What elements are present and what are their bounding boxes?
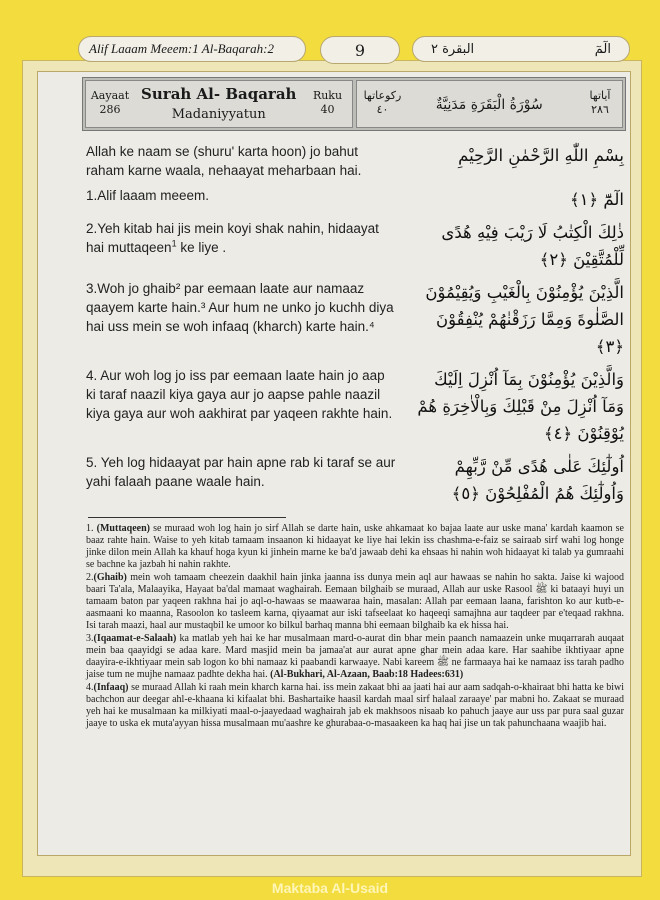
surah-title-box <box>82 77 626 131</box>
footnote-ref-1: 1 <box>171 238 177 249</box>
verse-5-arabic: اُولٰٓئِكَ عَلٰى هُدًى مِّنْ رَّبِّهِمْ وَاُولٰٓئِكَ هُمُ الْمُفْلِحُوْنَ ﴿٥﴾ <box>451 457 624 503</box>
footnote-term: (Infaaq) <box>93 682 129 693</box>
ruku-ar-count: ٤٠ <box>376 103 389 116</box>
footnote-text: se muraad woh log hain jo sirf Allah se darte hain, uske ahkamaat ko bajaa laate aur uske mana' kardah kaamon se baaz rahte hain. Waise to yeh kitab tamaam insaanon ki hidaayat ke liye hai lekin iss chashma-e-faiz se sairaab sirf wahi log honge jinke dilon mein Allah ka khauf hoga kyun ki jinhein marne ke ba'd jawaab dehi ka ehsaas hi nahin woh hidaayat ki talab ya gumraahi se bachne ka jazbah hi nahin rakhte. <box>86 523 624 570</box>
publisher-name: Maktaba Al-Usaid <box>271 880 389 896</box>
verse-bismillah-arabic: بِسْمِ اللّٰهِ الرَّحْمٰنِ الرَّحِيْمِ <box>458 146 624 165</box>
surah-name: Surah Al- Baqarah <box>141 85 297 103</box>
ruku-ar-label: رکوعاتها <box>363 89 402 102</box>
verse-4-arabic: وَالَّذِيْنَ يُؤْمِنُوْنَ بِمَآ اُنْزِلَ اِلَيْكَ وَمَآ اُنْزِلَ مِنْ قَبْلِكَ وَبِالْاٰخِرَةِ هُمْ يُوْقِنُوْنَ ﴿٤﴾ <box>417 370 624 443</box>
footnote-source: (Al-Bukhari, Al-Azaan, Baab:18 Hadees:631) <box>270 669 464 680</box>
aayaat-cell <box>88 89 132 117</box>
publisher-footer <box>0 880 660 900</box>
footnote-term: (Iqaamat-e-Salaah) <box>93 633 177 644</box>
verse-bismillah-translation: Allah ke naam se (shuru' karta hoon) jo bahut raham karne waala, nehaayat meharbaan hai. <box>86 144 362 178</box>
verse-5-translation: 5. Yeh log hidaayat par hain apne rab ki taraf se aur yahi falaah paane waale hain. <box>86 455 396 489</box>
surah-box-english <box>85 80 353 128</box>
ruku-ar-cell <box>361 89 405 117</box>
page-content <box>86 142 624 731</box>
surah-type: Madaniyyatun <box>171 107 266 122</box>
footnote-3 <box>86 633 624 681</box>
verse-row-2 <box>86 219 624 273</box>
footnote-num: 2. <box>86 572 94 583</box>
footnote-2 <box>86 572 624 632</box>
reference-text: Alif Laaam Meeem:1 Al-Baqarah:2 <box>89 41 274 56</box>
aayaat-ar-count: ٢٨٦ <box>591 103 609 116</box>
verse-1-translation: 1.Alif laaam meeem. <box>86 188 210 203</box>
aayaat-ar-label: آياتها <box>589 89 611 102</box>
verse-row-1 <box>86 186 624 213</box>
footnote-num: 1. <box>86 523 97 534</box>
footnote-term: (Muttaqeen) <box>96 523 150 534</box>
verse-row-4 <box>86 366 624 447</box>
page-number <box>320 36 400 64</box>
ruku-count: 40 <box>320 103 335 116</box>
verse-row-3 <box>86 279 624 360</box>
verse-3-translation: 3.Woh jo ghaib² par eemaan laate aur namaaz qaayem karte hain.³ Aur hum ne unko jo kuchh diya hai uss mein se woh infaaq (kharch) karte hain.⁴ <box>86 281 394 334</box>
verse-row-bismillah <box>86 142 624 180</box>
ruku-label: Ruku <box>312 89 343 102</box>
footnote-separator <box>88 517 286 518</box>
header-arabic <box>412 36 630 62</box>
header-reference <box>78 36 306 62</box>
juz-name: الٓمٓ <box>594 41 611 57</box>
footnote-text: se muraad Allah ki raah mein kharch karna hai. iss mein zakaat bhi aa jaati hai aur aam sadqah-o-khairaat bhi hatta ke biwi bachchon aur deegar ahl-e-khaana ki kifaalat bhi. Bashartaike haasil kardah maal sirf halaal zaraaye' par mabni ho. Zakaat se muraad yeh hai ke musalmaan ka milkiyati maal-o-jaayedaad waghairah jab ek makhsoos nisaab ko pahuch jaaye aur uss par pura saal guzar jaaye to uska ek muta'ayyan hissa musalmaan mu'aashre ke ghurabaa-o-masaakeen ka haq hai jise un tak pahunchaana waajib hai. <box>86 682 624 729</box>
surah-box-arabic <box>356 80 624 128</box>
verse-1-arabic: الٓمّٓ ﴿١﴾ <box>569 190 624 209</box>
footnote-text: ka matlab yeh hai ke har musalmaan mard-o-aurat din bhar mein paanch namaazein unke muqarrarah auqaat mein baa qaayidgi se adaa kare. Mard masjid mein ba jamaa'at aur aurat apne ghar mein adaa kare. Har saahibe ikhtiyaar apne daayira-e-ikhtiyaar mein sab logon ko bhi namaaz ki paabandi karwaaye. Nabi kareem ﷺ ne farmaaya hai ke namaaz iss tarah padho jaise tum ne mujhe namaaz padhte dekha hai. <box>86 633 624 680</box>
aayaat-count: 286 <box>99 103 121 116</box>
footnote-term: (Ghaib) <box>93 572 127 583</box>
footnote-num: 3. <box>86 633 94 644</box>
footnote-text: mein woh tamaam cheezein daakhil hain jinka jaanna iss dunya mein aql aur hawaas se nahin ho sakta. Jaise ki wajood baari Ta'ala, Malaayika, Hayaat ba'dal mamaat waghairah. Eemaan bilghaib se muraad, Allah aur uske Rasool ﷺ ki bataayi huyi un tamaam baton par yaqeen rakhna hai jo aql-o-hawaas se maawaraa hain, masalan: Allah par eemaan laana, farishton ko aur kutb-e-aasmaani ko maanna, Rasoolon ko tasleem karna, qiyaamat aur iski tafseelaat ko haqeeqi samajhna aur taqdeer par e'teqaad rakhna. Isi tarah maazi, haal aur mustaqbil ke umoor ko bilkul barhaq manna bhi eemaan bilghaib ka ek hissa hai. <box>86 572 624 631</box>
footnote-4 <box>86 682 624 730</box>
verse-2-text-b: ke liye . <box>176 240 227 255</box>
verse-3-arabic: الَّذِيْنَ يُؤْمِنُوْنَ بِالْغَيْبِ وَيُقِيْمُوْنَ الصَّلٰوةَ وَمِمَّا رَزَقْنٰهُمْ يُنْفِقُوْنَ ﴿٣﴾ <box>425 283 624 356</box>
footnote-1 <box>86 523 624 571</box>
surah-name-ar: سُوْرَةُ الْبَقَرَةِ مَدَنِيَّةٌ <box>435 97 543 113</box>
verse-2-translation <box>86 219 396 257</box>
verse-2-arabic: ذٰلِكَ الْكِتٰبُ لَا رَيْبَ فِيْهِ هُدًى لِّلْمُتَّقِيْنَ ﴿٢﴾ <box>441 223 624 269</box>
surah-ar-ref: البقرة ٢ <box>431 41 475 57</box>
verse-2-text-a: 2.Yeh kitab hai jis mein koyi shak nahin, hidaayat hai muttaqeen <box>86 221 379 255</box>
ruku-cell <box>308 89 348 117</box>
verse-4-translation: 4. Aur woh log jo iss par eemaan laate hain jo aap ki taraf naazil kiya gaya aur jo aapse pahle naazil kiya gaya aur woh aakhirat par yaqeen rakhte hain. <box>86 368 393 421</box>
aayaat-label: Aayaat <box>90 89 130 102</box>
footnote-num: 4. <box>86 682 94 693</box>
aayaat-ar-cell <box>580 89 620 117</box>
page-number-text: 9 <box>354 40 366 60</box>
verse-row-5 <box>86 453 624 507</box>
